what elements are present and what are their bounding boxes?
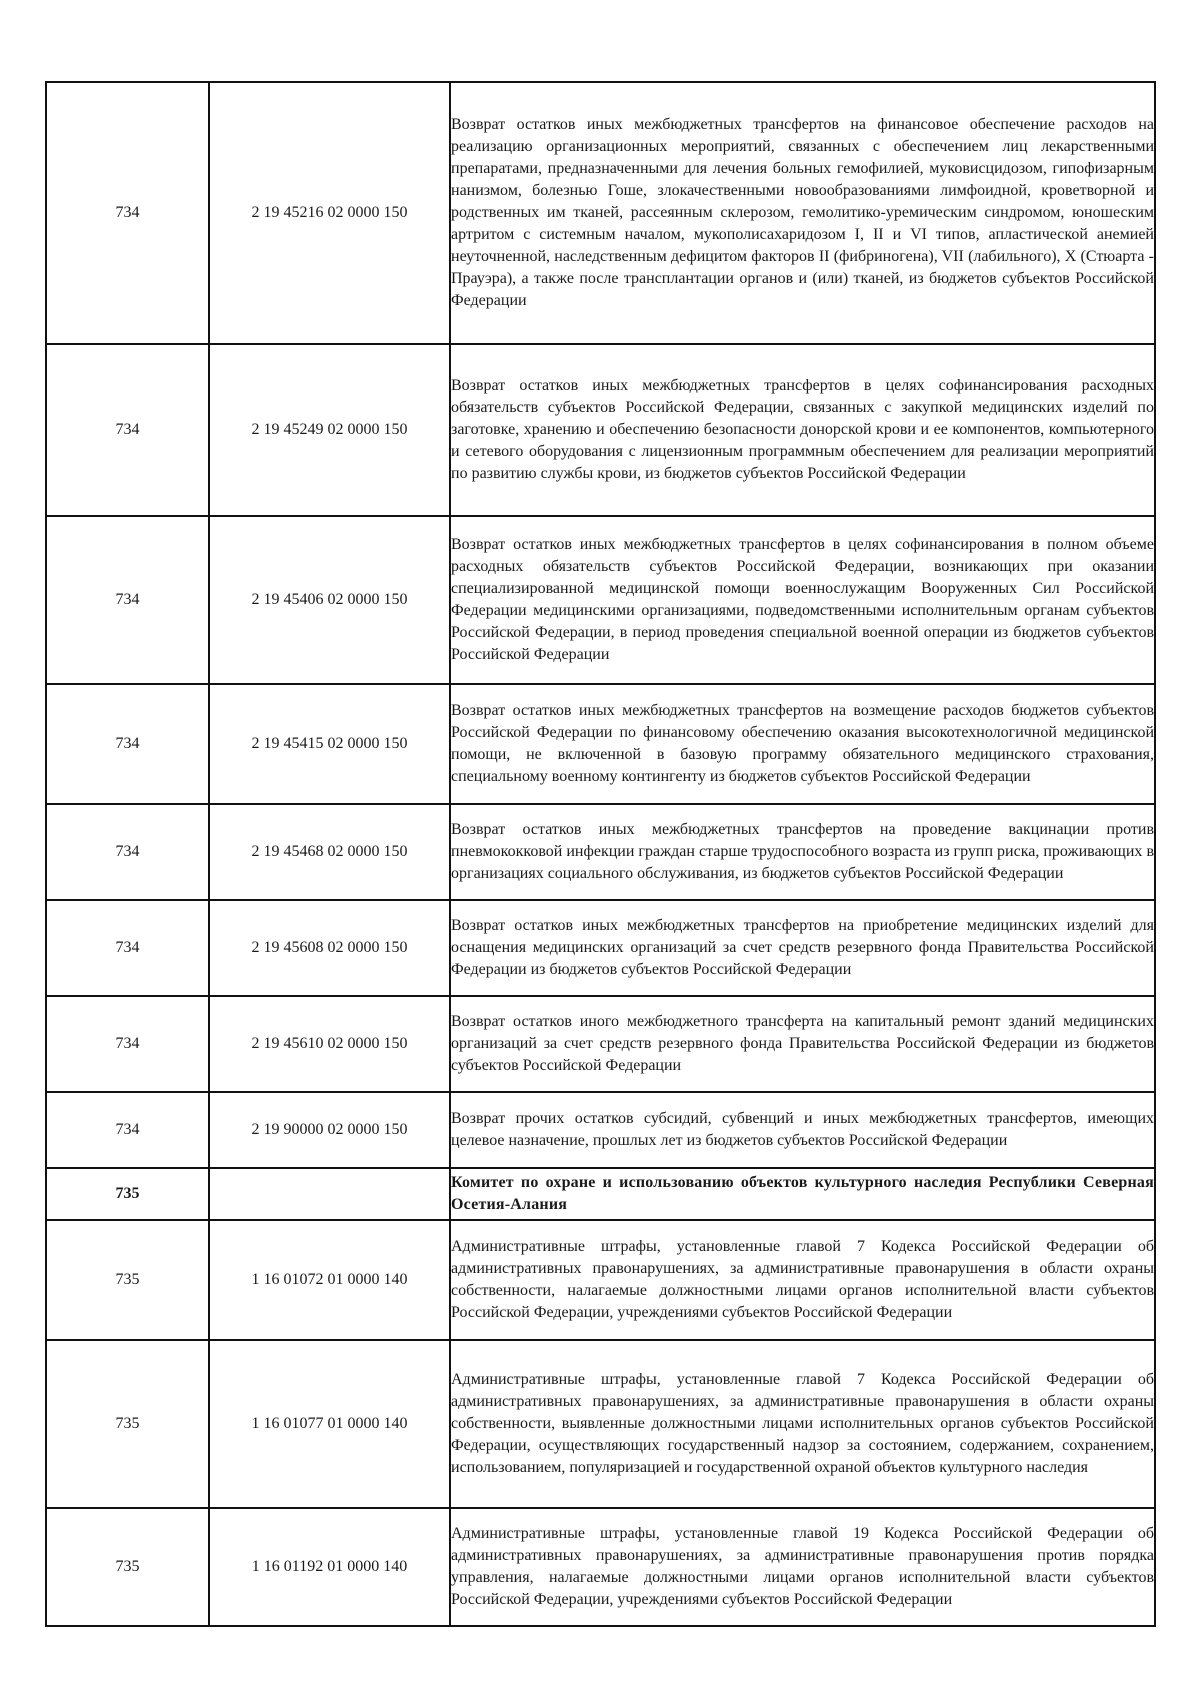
budget-code-cell: 2 19 45610 02 0000 150 [209, 996, 450, 1092]
admin-code-cell: 734 [46, 804, 209, 900]
description-cell: Административные штрафы, установленные главой 7 Кодекса Российской Федерации об административных правонарушениях, за административные правонарушения в области охраны собственности, выявленные должностными лицами исполнительных органов субъектов Российской Федерации, осуществляющих государственный надзор за состоянием, содержанием, сохранением, использованием, популяризацией и государственной охраной объектов культурного наследия [450, 1340, 1155, 1508]
table-row [46, 1092, 1155, 1168]
table-row [46, 344, 1155, 516]
admin-code-cell: 735 [46, 1220, 209, 1340]
budget-code-cell: 1 16 01192 01 0000 140 [209, 1508, 450, 1626]
table-row [46, 684, 1155, 804]
table-row [46, 1508, 1155, 1626]
budget-code-cell: 2 19 45415 02 0000 150 [209, 684, 450, 804]
budget-code-cell: 2 19 45468 02 0000 150 [209, 804, 450, 900]
budget-code-cell: 2 19 45216 02 0000 150 [209, 82, 450, 344]
description-cell: Возврат остатков иного межбюджетного трансферта на капитальный ремонт зданий медицинских организаций за счет средств резервного фонда Правительства Российской Федерации из бюджетов субъектов Российской Федерации [450, 996, 1155, 1092]
admin-code-cell: 734 [46, 996, 209, 1092]
budget-code-cell: 1 16 01072 01 0000 140 [209, 1220, 450, 1340]
table-row [46, 804, 1155, 900]
admin-code-cell: 734 [46, 344, 209, 516]
budget-code-cell: 1 16 01077 01 0000 140 [209, 1340, 450, 1508]
admin-code-cell: 734 [46, 82, 209, 344]
admin-code-cell: 735 [46, 1508, 209, 1626]
admin-code-cell: 734 [46, 516, 209, 684]
table-row [46, 1220, 1155, 1340]
budget-code-cell: 2 19 45249 02 0000 150 [209, 344, 450, 516]
description-cell: Административные штрафы, установленные главой 7 Кодекса Российской Федерации об административных правонарушениях, за административные правонарушения в области охраны собственности, налагаемые должностными лицами органов исполнительной власти субъектов Российской Федерации, учреждениями субъектов Российской Федерации [450, 1220, 1155, 1340]
table-row [46, 900, 1155, 996]
admin-code-cell: 734 [46, 1092, 209, 1168]
admin-code-cell: 735 [46, 1340, 209, 1508]
budget-codes-table [45, 81, 1156, 1627]
section-title-cell: Комитет по охране и использованию объектов культурного наследия Республики Северная Осетия-Алания [450, 1168, 1155, 1220]
budget-code-cell: 2 19 45608 02 0000 150 [209, 900, 450, 996]
admin-code-cell: 734 [46, 684, 209, 804]
budget-code-cell: 2 19 90000 02 0000 150 [209, 1092, 450, 1168]
table-row [46, 82, 1155, 344]
description-cell: Возврат остатков иных межбюджетных трансфертов на проведение вакцинации против пневмококковой инфекции граждан старше трудоспособного возраста из групп риска, проживающих в организациях социального обслуживания, из бюджетов субъектов Российской Федерации [450, 804, 1155, 900]
table-row [46, 516, 1155, 684]
description-cell: Возврат прочих остатков субсидий, субвенций и иных межбюджетных трансфертов, имеющих целевое назначение, прошлых лет из бюджетов субъектов Российской Федерации [450, 1092, 1155, 1168]
budget-code-cell: 2 19 45406 02 0000 150 [209, 516, 450, 684]
table-row [46, 996, 1155, 1092]
admin-code-cell: 735 [46, 1168, 209, 1220]
description-cell: Возврат остатков иных межбюджетных трансфертов в целях софинансирования расходных обязательств субъектов Российской Федерации, связанных с закупкой медицинских изделий по заготовке, хранению и обеспечению безопасности донорской крови и ее компонентов, компьютерного и сетевого оборудования с лицензионным программным обеспечением для реализации мероприятий по развитию службы крови, из бюджетов субъектов Российской Федерации [450, 344, 1155, 516]
admin-code-cell: 734 [46, 900, 209, 996]
section-header-row [46, 1168, 1155, 1220]
description-cell: Административные штрафы, установленные главой 19 Кодекса Российской Федерации об административных правонарушениях, за административные правонарушения против порядка управления, налагаемые должностными лицами органов исполнительной власти субъектов Российской Федерации, учреждениями субъектов Российской Федерации [450, 1508, 1155, 1626]
table-row [46, 1340, 1155, 1508]
description-cell: Возврат остатков иных межбюджетных трансфертов на приобретение медицинских изделий для оснащения медицинских организаций за счет средств резервного фонда Правительства Российской Федерации из бюджетов субъектов Российской Федерации [450, 900, 1155, 996]
description-cell: Возврат остатков иных межбюджетных трансфертов на возмещение расходов бюджетов субъектов Российской Федерации по финансовому обеспечению оказания высокотехнологичной медицинской помощи, не включенной в базовую программу обязательного медицинского страхования, специальному военному контингенту из бюджетов субъектов Российской Федерации [450, 684, 1155, 804]
budget-code-cell [209, 1168, 450, 1220]
description-cell: Возврат остатков иных межбюджетных трансфертов на финансовое обеспечение расходов на реализацию организационных мероприятий, связанных с обеспечением лиц лекарственными препаратами, предназначенными для лечения больных гемофилией, муковисцидозом, гипофизарным нанизмом, болезнью Гоше, злокачественными новообразованиями лимфоидной, кроветворной и родственных им тканей, рассеянным склерозом, гемолитико-уремическим синдромом, юношеским артритом с системным началом, мукополисахаридозом I, II и VI типов, апластической анемией неуточненной, наследственным дефицитом факторов II (фибриногена), VII (лабильного), X (Стюарта - Прауэра), а также после трансплантации органов и (или) тканей, из бюджетов субъектов Российской Федерации [450, 82, 1155, 344]
description-cell: Возврат остатков иных межбюджетных трансфертов в целях софинансирования в полном объеме расходных обязательств субъектов Российской Федерации, возникающих при оказании специализированной медицинской помощи военнослужащим Вооруженных Сил Российской Федерации медицинскими организациями, подведомственными исполнительным органам субъектов Российской Федерации, в период проведения специальной военной операции из бюджетов субъектов Российской Федерации [450, 516, 1155, 684]
